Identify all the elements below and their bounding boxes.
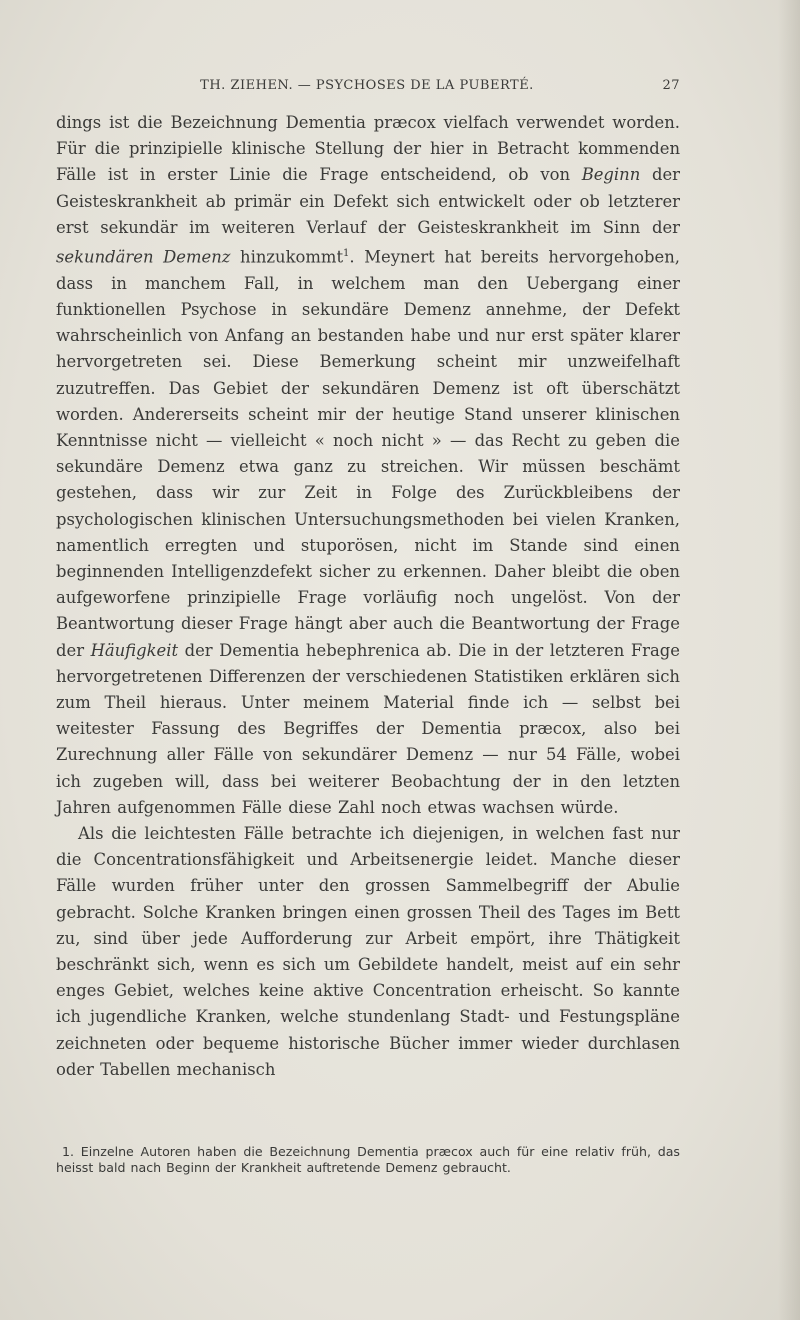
emphasized-text: sekundären Demenz [56, 247, 231, 267]
page-number: 27 [662, 78, 680, 93]
text-run: . Meynert hat bereits hervorgehoben, dass in manchem Fall, in welchem man den Uebergang einer funktionellen Psychose in sekundäre Demenz annehme, der Defekt wahrscheinlich von Anfang an bestanden habe und nur erst später klarer hervorgetreten sei. Diese Bemerkung scheint mir unzweifelhaft zuzutreffen. Das Gebiet der sekundären Demenz ist oft überschätzt worden. Andererseits scheint mir der heutige Stand unserer klinischen Kenntnisse nicht — vielleicht « noch nicht » — das Recht zu geben die sekundäre Demenz etwa ganz zu streichen. Wir müssen beschämt gestehen, dass wir zur Zeit in Folge des Zurückbleibens der psychologischen klinischen Untersuchungsmethoden bei vielen Kranken, namentlich erregten und stuporösen, nicht im Stande sind einen beginnenden Intelligenzdefekt sicher zu erkennen. Daher bleibt die oben aufgeworfene prinzipielle Frage vorläufig noch ungelöst. Von der Beantwortung dieser Frage hängt aber auch die Beantwortung der Frage der [56, 247, 681, 660]
text-run: Als die leichtesten Fälle betrachte ich diejenigen, in welchen fast nur die Concentrationsfähigkeit und Arbeitsenergie leidet. Manche dieser Fälle wurden früher unter den grossen Sammelbegriff der Abulie gebracht. Solche Kranken bringen einen grossen Theil des Tages im Bett zu, sind über jede Aufforderung zur Arbeit empört, ihre Thätigkeit beschränkt sich, wenn es sich um Gebildete handelt, meist auf ein sehr enges Gebiet, welches keine aktive Concentration erheischt. So kannte ich jugendliche Kranken, welche stundenlang Stadt- und Festungspläne zeichneten oder bequeme historische Bücher immer wieder durchlasen oder Tabellen mechanisch [56, 823, 680, 1079]
body-text [56, 110, 680, 1083]
text-run: dings ist die Bezeichnung Dementia præcox vielfach verwendet worden. Für die prinzipielle klinische Stellung der hier in Betracht kommenden Fälle ist in erster Linie die Frage entscheidend, ob von [56, 113, 680, 185]
text-run: hinzukommt [230, 247, 344, 267]
paragraph [56, 110, 680, 821]
text-run: der Dementia hebephrenica ab. Die in der letzteren Frage hervorgetretenen Differenzen der verschiedenen Statistiken erklären sich zum Theil hieraus. Unter meinem Material finde ich — selbst bei weitester Fassung des Begriffes der Dementia præcox, also bei Zurechnung aller Fälle von sekundärer Demenz — nur 54 Fälle, wobei ich zugeben will, dass bei weiterer Beobachtung der in den letzten Jahren aufgenommen Fälle diese Zahl noch etwas wachsen würde. [56, 640, 680, 817]
footnote-number: 1. [62, 1144, 75, 1159]
emphasized-text: Häufigkeit [90, 640, 179, 660]
running-header [56, 78, 678, 98]
emphasized-text: Beginn [581, 165, 641, 185]
page-edge-shadow [778, 0, 800, 1320]
footnote [56, 1144, 680, 1175]
footnote-reference: 1 [343, 248, 350, 260]
footnote-text: Einzelne Autoren haben die Bezeichnung Dementia præcox auch für eine relativ früh, das heisst bald nach Beginn der Krankheit auftretende Demenz gebraucht. [56, 1144, 680, 1175]
paragraph [56, 821, 680, 1083]
text-run: der Geisteskrankheit ab primär ein Defekt sich entwickelt oder ob letzterer erst sekundär im weiteren Verlauf der Geisteskrankheit im Sinn der [56, 165, 680, 237]
running-title: TH. ZIEHEN. — PSYCHOSES DE LA PUBERTÉ. [200, 78, 534, 93]
